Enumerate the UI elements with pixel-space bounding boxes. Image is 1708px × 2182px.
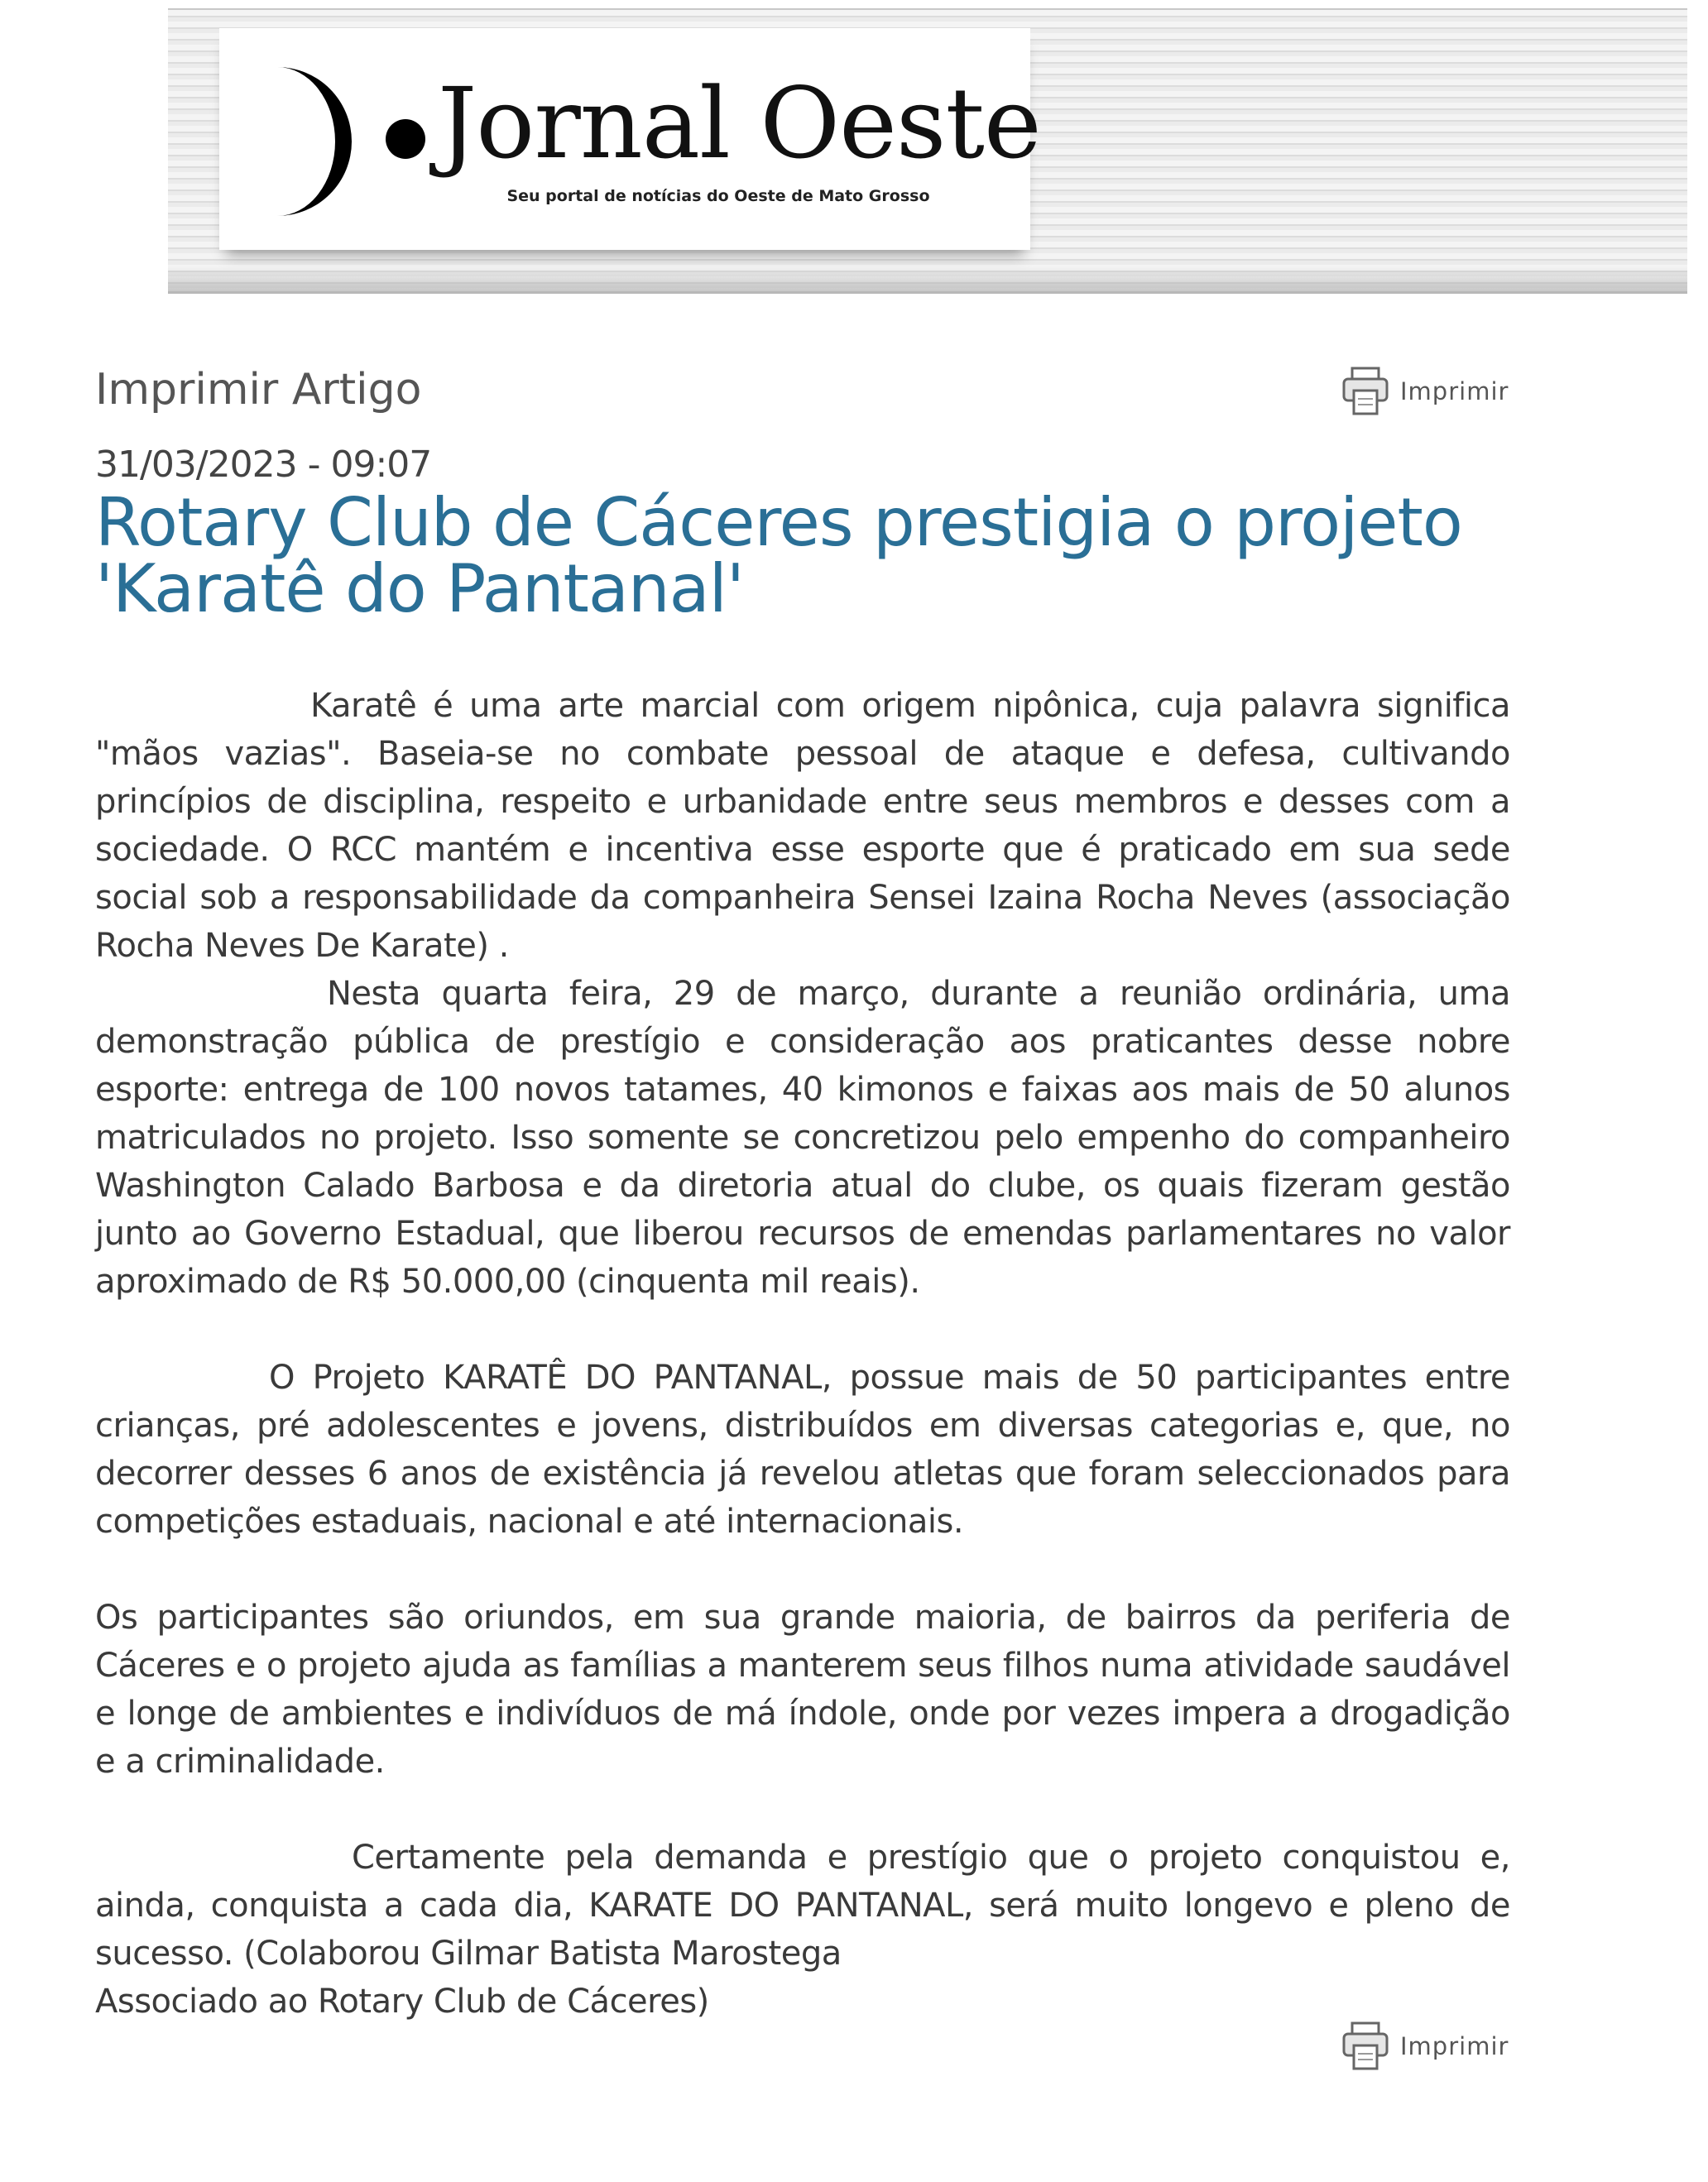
article-date: 31/03/2023 - 09:07 (95, 443, 432, 486)
print-label: Imprimir (1400, 377, 1509, 405)
print-button-bottom[interactable] (1341, 2021, 1509, 2072)
print-label: Imprimir (1400, 2032, 1509, 2060)
paragraph: Associado ao Rotary Club de Cáceres) (95, 1983, 709, 2021)
printer-icon (1341, 366, 1390, 417)
article-headline: Rotary Club de Cáceres prestigia o projeto 'Karatê do Pantanal' (95, 484, 1462, 628)
paragraph: O Projeto KARATÊ DO PANTANAL, possue mais de 50 participantes entre crianças, pré adolescentes e jovens, distribuídos em diversas categorias e, que, no decorrer desses 6 anos de existência já revelou atletas que foram seleccionados para competições estaduais, nacional e até internacionais. (95, 1359, 1510, 1542)
header-banner (168, 8, 1687, 294)
paragraph: Os participantes são oriundos, em sua grande maioria, de bairros da periferia de Cáceres e o projeto ajuda as famílias a manterem seus filhos numa atividade saudável e longe de ambientes e indivíduos de má índole, onde por vezes impera a drogadição e a criminalidade. (95, 1599, 1510, 1782)
print-button-top[interactable] (1341, 366, 1509, 417)
article (95, 356, 1510, 2060)
article-body (95, 682, 1510, 2026)
paragraph: Certamente pela demanda e prestígio que o projeto conquistou e, ainda, conquista a cada dia, KARATE DO PANTANAL, será muito longevo e pleno de sucesso. (Colaborou Gilmar Batista Marostega (95, 1839, 1510, 1973)
logo-tagline: Seu portal de notícias do Oeste de Mato Grosso (506, 187, 930, 205)
paragraph: Nesta quarta feira, 29 de março, durante a reunião ordinária, uma demonstração pública de prestígio e consideração aos praticantes desse nobre esporte: entrega de 100 novos tatames, 40 kimonos e faixas aos mais de 50 alunos matriculados no projeto. Isso somente se concretizou pelo empenho do companheiro Washington Calado Barbosa e da diretoria atual do clube, os quais fizeram gestão junto ao Governo Estadual, que liberou recursos de emendas parlamentares no valor aproximado de R$ 50.000,00 (cinquenta mil reais). (95, 975, 1510, 1302)
paragraph: Karatê é uma arte marcial com origem nipônica, cuja palavra significa "mãos vazias". Baseia-se no combate pessoal de ataque e defesa, cultivando princípios de disciplina, respeito e urbanidade entre seus membros e desses com a sociedade. O RCC mantém e incentiva esse esporte que é praticado em sua sede social sob a responsabilidade da companheira Sensei Izaina Rocha Neves (associação Rocha Neves De Karate) . (95, 687, 1510, 966)
printer-icon (1341, 2021, 1390, 2072)
crescent-moon-logo-icon (261, 63, 434, 220)
logo[interactable] (219, 28, 1041, 250)
logo-title: Jornal Oeste (438, 66, 1041, 180)
section-title: Imprimir Artigo (95, 365, 422, 415)
